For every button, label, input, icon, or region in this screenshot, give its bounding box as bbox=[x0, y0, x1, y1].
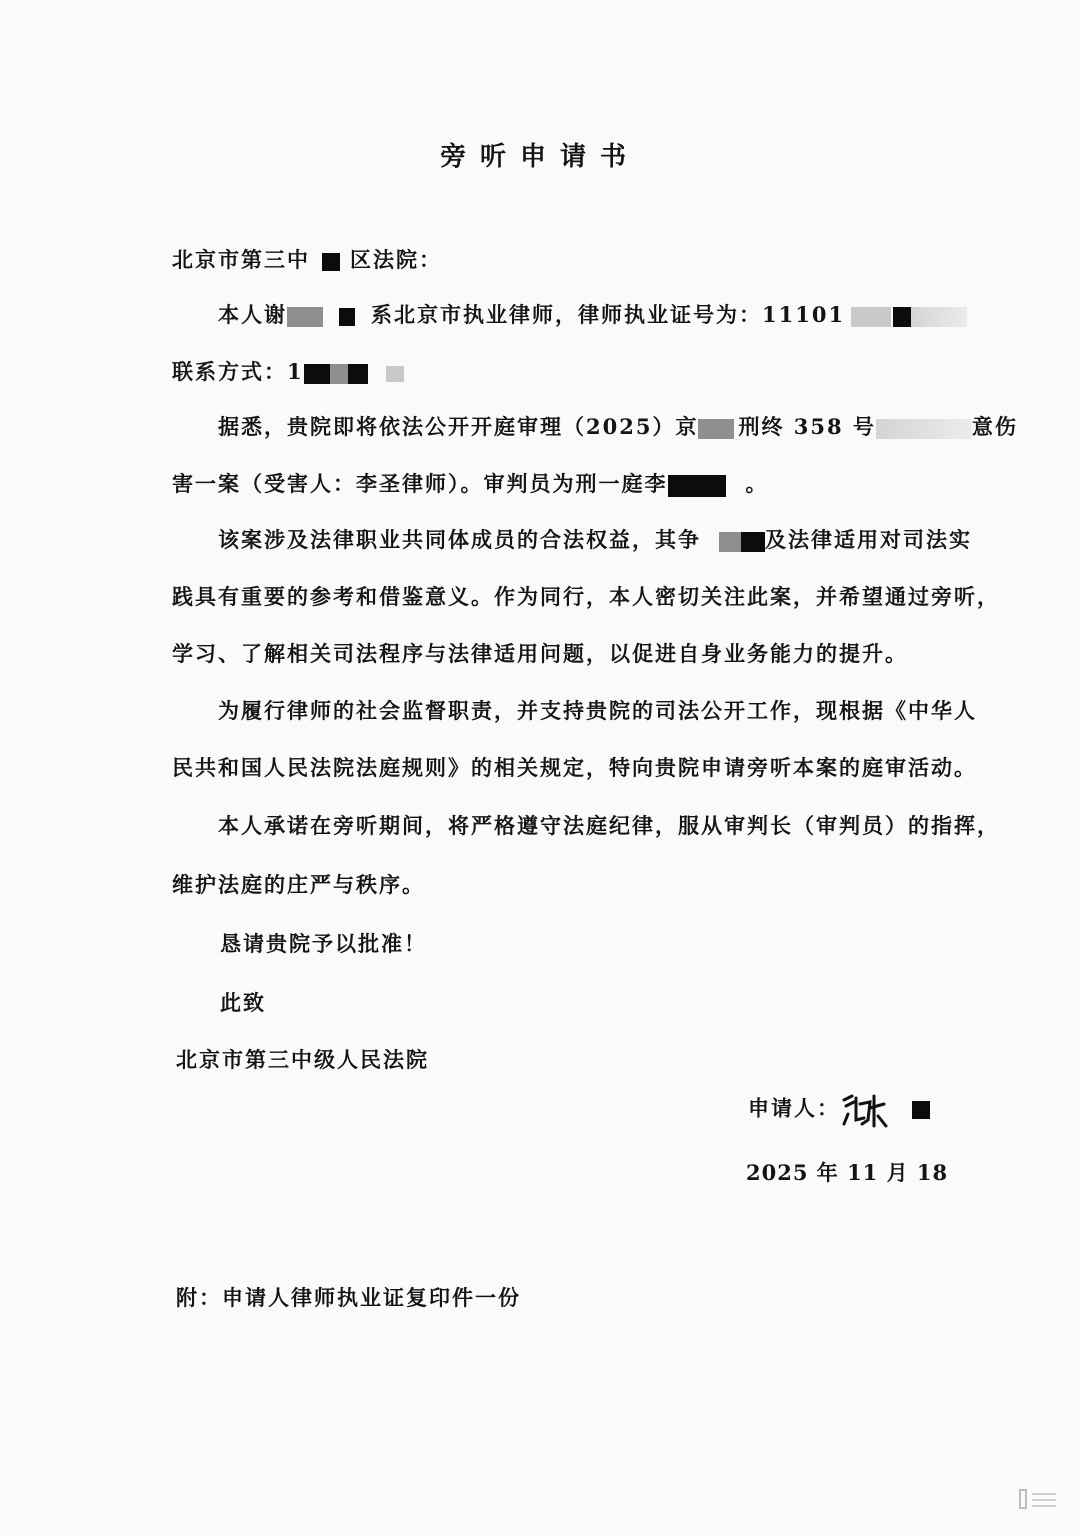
contact-text: 联系方式：1 bbox=[172, 359, 304, 384]
redaction-block bbox=[668, 475, 726, 497]
handwritten-signature bbox=[840, 1090, 890, 1130]
p3-text-a: 该案涉及法律职业共同体成员的合法权益，其争 bbox=[218, 527, 701, 552]
redaction-block bbox=[322, 253, 340, 271]
paragraph-3-line-2: 践具有重要的参考和借鉴意义。作为同行，本人密切关注此案，并希望通过旁听， bbox=[172, 584, 1000, 609]
redaction-block bbox=[330, 364, 348, 384]
applicant-label: 申请人： bbox=[748, 1095, 840, 1121]
redaction-block bbox=[741, 532, 765, 552]
redaction-block bbox=[287, 307, 323, 327]
paragraph-3-line-3: 学习、了解相关司法程序与法律适用问题，以促进自身业务能力的提升。 bbox=[172, 641, 908, 666]
applicant-line bbox=[748, 1090, 930, 1130]
paragraph-4-line-2: 民共和国人民法院法庭规则》的相关规定，特向贵院申请旁听本案的庭审活动。 bbox=[172, 755, 977, 780]
paragraph-1-line bbox=[218, 299, 967, 329]
redaction-block bbox=[876, 419, 972, 439]
attachment-line: 附：申请人律师执业证复印件一份 bbox=[176, 1285, 521, 1310]
redaction-block bbox=[912, 1101, 930, 1119]
court-name: 北京市第三中级人民法院 bbox=[176, 1047, 429, 1072]
paragraph-2-line-2 bbox=[172, 468, 769, 498]
contact-line bbox=[172, 356, 404, 386]
request-line: 恳请贵院予以批准！ bbox=[220, 931, 427, 956]
redaction-block bbox=[386, 366, 404, 382]
p2-text-b: 刑终 358 号 bbox=[738, 414, 876, 439]
paragraph-4-line-1: 为履行律师的社会监督职责，并支持贵院的司法公开工作，现根据《中华人 bbox=[218, 698, 977, 723]
closing-line: 此致 bbox=[220, 990, 266, 1015]
redaction-block bbox=[339, 308, 355, 326]
document-title: 旁听申请书 bbox=[439, 142, 640, 172]
paragraph-3-line-1 bbox=[218, 524, 972, 554]
p2-text-a: 据悉，贵院即将依法公开开庭审理（2025）京 bbox=[218, 414, 699, 439]
redaction-block bbox=[911, 307, 967, 327]
redaction-block bbox=[851, 307, 891, 327]
redaction-block bbox=[348, 364, 368, 384]
addressee-part-2: 区法院： bbox=[350, 247, 442, 272]
p1-text-b: 系北京市执业律师，律师执业证号为：11101 bbox=[371, 302, 846, 327]
p2-text-c: 意伤 bbox=[971, 414, 1018, 439]
redaction-block bbox=[304, 364, 330, 384]
paragraph-2-line-1 bbox=[218, 411, 1018, 441]
p2-line2-text-b: 。 bbox=[745, 471, 769, 496]
redaction-block bbox=[893, 307, 911, 327]
redaction-block bbox=[698, 419, 734, 439]
p1-text-a: 本人谢 bbox=[218, 302, 287, 327]
p2-line2-text-a: 害一案（受害人：李圣律师）。审判员为刑一庭李 bbox=[172, 471, 668, 496]
p3-text-b: 及法律适用对司法实 bbox=[765, 527, 972, 552]
paragraph-5-line-2: 维护法庭的庄严与秩序。 bbox=[172, 872, 425, 897]
paragraph-5-line-1: 本人承诺在旁听期间，将严格遵守法庭纪律，服从审判长（审判员）的指挥， bbox=[218, 813, 1000, 838]
date-line: 2025 年 11 月 18 bbox=[746, 1160, 949, 1185]
watermark-icon bbox=[1018, 1486, 1058, 1516]
addressee-line bbox=[172, 244, 442, 274]
addressee-part-1: 北京市第三中 bbox=[172, 247, 310, 272]
redaction-block bbox=[719, 532, 741, 552]
